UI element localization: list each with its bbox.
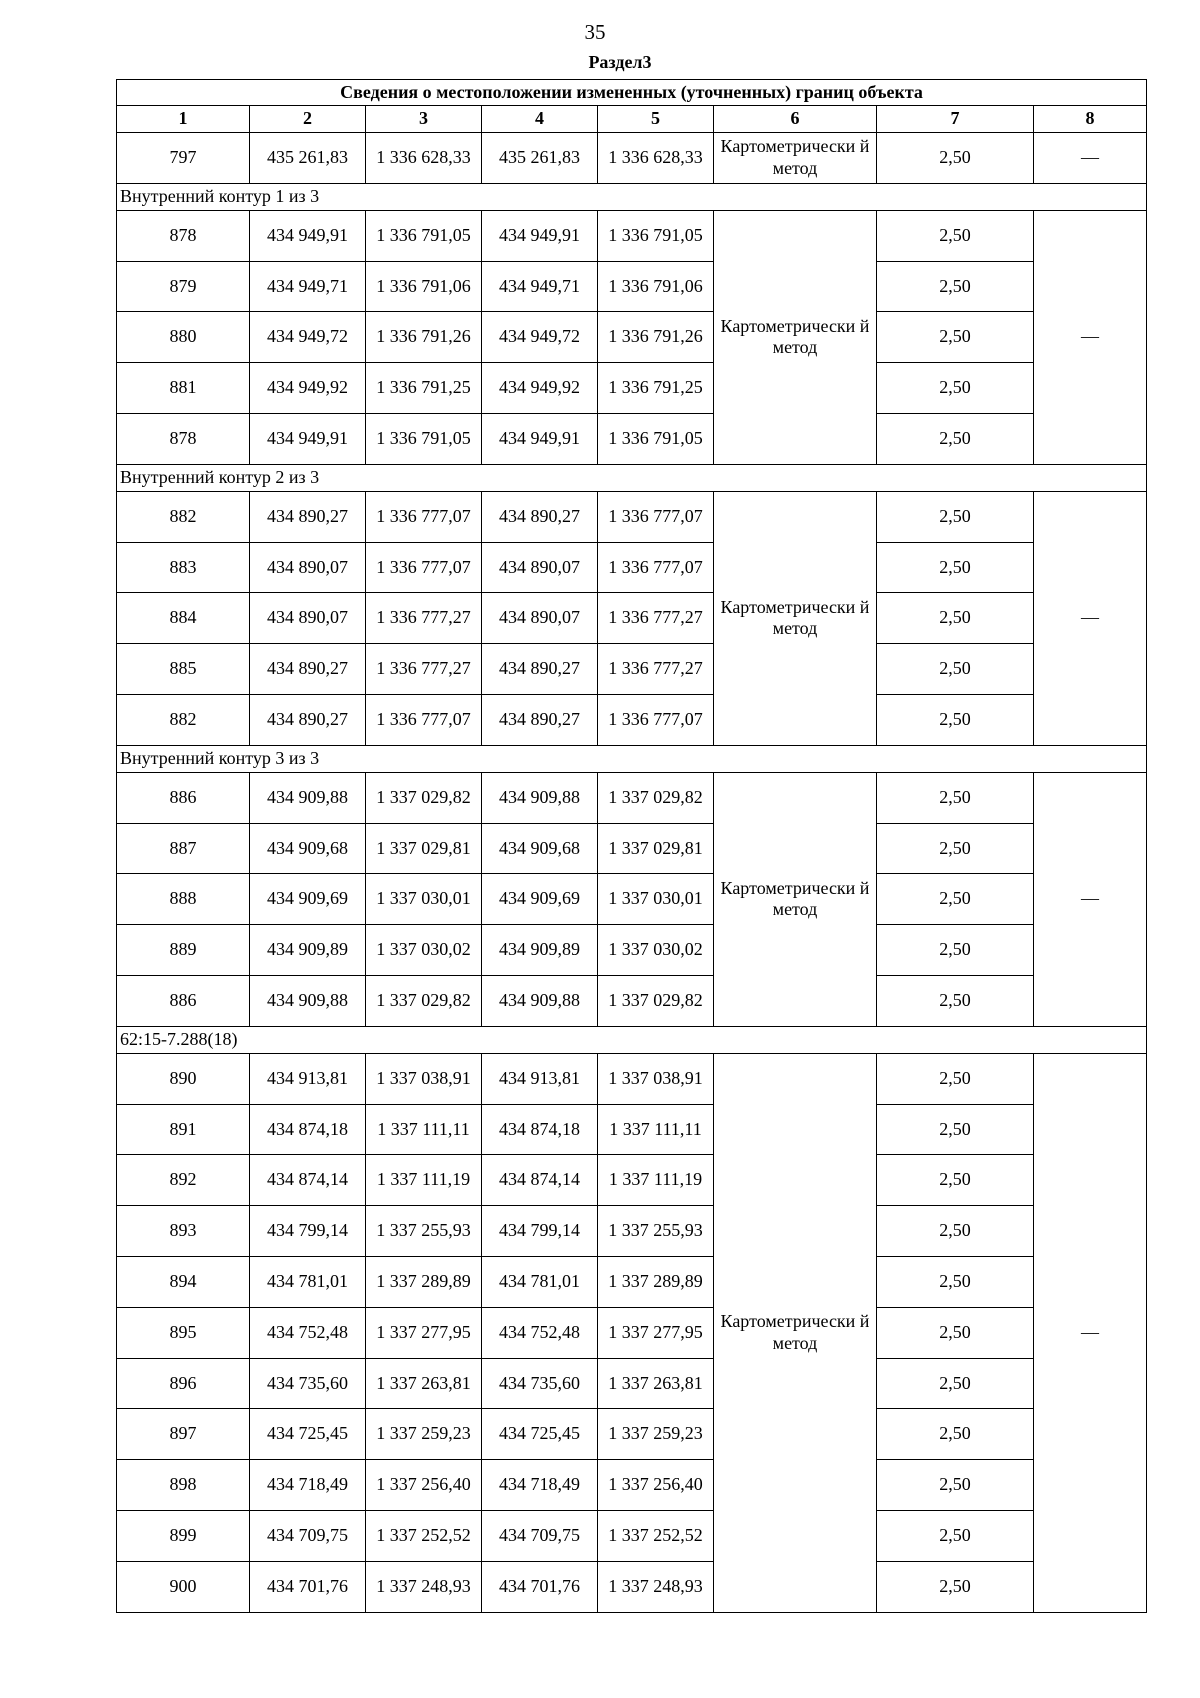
- table-row: [117, 694, 1147, 745]
- method-cell: Картометрически й метод: [714, 772, 877, 1026]
- accuracy-cell: 2,50: [877, 1206, 1034, 1257]
- column-number: 1: [117, 106, 250, 133]
- accuracy-cell: 2,50: [877, 925, 1034, 976]
- coordinate-cell: 1 336 791,26: [598, 312, 714, 363]
- accuracy-cell: 2,50: [877, 261, 1034, 312]
- coordinate-cell: 434 709,75: [250, 1510, 366, 1561]
- table-row: [117, 1206, 1147, 1257]
- coordinate-cell: 1 337 029,81: [366, 823, 482, 874]
- coordinate-cell: 1 337 248,93: [366, 1561, 482, 1612]
- coordinate-cell: 434 799,14: [482, 1206, 598, 1257]
- column-number: 3: [366, 106, 482, 133]
- accuracy-cell: 2,50: [877, 975, 1034, 1026]
- coordinate-cell: 434 752,48: [250, 1307, 366, 1358]
- coordinate-cell: 434 752,48: [482, 1307, 598, 1358]
- accuracy-cell: 2,50: [877, 874, 1034, 925]
- coordinate-cell: 1 337 255,93: [598, 1206, 714, 1257]
- coordinate-cell: 1 336 791,06: [598, 261, 714, 312]
- table-row: [117, 1256, 1147, 1307]
- point-number-cell: 879: [117, 261, 250, 312]
- coordinate-cell: 1 337 248,93: [598, 1561, 714, 1612]
- accuracy-cell: 2,50: [877, 1053, 1034, 1104]
- coordinate-cell: 434 909,68: [250, 823, 366, 874]
- dash-cell: —: [1034, 133, 1147, 184]
- coordinate-cell: 1 336 777,07: [366, 542, 482, 593]
- coordinate-cell: 1 337 289,89: [366, 1256, 482, 1307]
- point-number-cell: 882: [117, 694, 250, 745]
- accuracy-cell: 2,50: [877, 1510, 1034, 1561]
- table-row: [117, 1155, 1147, 1206]
- accuracy-cell: 2,50: [877, 1307, 1034, 1358]
- coordinate-cell: 1 337 030,01: [366, 874, 482, 925]
- coordinate-cell: 434 890,27: [250, 644, 366, 695]
- method-cell: Картометрически й метод: [714, 133, 877, 184]
- table-row: [117, 1104, 1147, 1155]
- coordinate-cell: 434 909,89: [482, 925, 598, 976]
- point-number-cell: 893: [117, 1206, 250, 1257]
- coordinate-cell: 434 909,69: [482, 874, 598, 925]
- coordinate-cell: 434 890,07: [482, 593, 598, 644]
- contour-label: Внутренний контур 3 из 3: [117, 745, 1147, 772]
- table-row: [117, 1561, 1147, 1612]
- coordinate-cell: 434 890,27: [482, 694, 598, 745]
- point-number-cell: 887: [117, 823, 250, 874]
- coordinate-cell: 435 261,83: [482, 133, 598, 184]
- point-number-cell: 897: [117, 1409, 250, 1460]
- accuracy-cell: 2,50: [877, 1256, 1034, 1307]
- column-number: 6: [714, 106, 877, 133]
- point-number-cell: 886: [117, 975, 250, 1026]
- coordinate-cell: 434 949,91: [250, 210, 366, 261]
- accuracy-cell: 2,50: [877, 1460, 1034, 1511]
- coordinate-cell: 434 909,88: [250, 975, 366, 1026]
- accuracy-cell: 2,50: [877, 644, 1034, 695]
- point-number-cell: 894: [117, 1256, 250, 1307]
- coordinate-cell: 434 909,88: [250, 772, 366, 823]
- table-caption: Сведения о местоположении измененных (уточненных) границ объекта: [117, 80, 1147, 106]
- coordinate-cell: 1 336 791,06: [366, 261, 482, 312]
- point-number-cell: 899: [117, 1510, 250, 1561]
- accuracy-cell: 2,50: [877, 1358, 1034, 1409]
- coordinate-cell: 434 949,71: [482, 261, 598, 312]
- coordinate-cell: 1 337 252,52: [366, 1510, 482, 1561]
- coordinate-cell: 434 909,89: [250, 925, 366, 976]
- coordinate-cell: 434 949,91: [250, 413, 366, 464]
- coordinate-cell: 1 337 259,23: [366, 1409, 482, 1460]
- contour-label-row: [117, 745, 1147, 772]
- coordinate-cell: 434 949,72: [250, 312, 366, 363]
- coordinate-cell: 434 701,76: [482, 1561, 598, 1612]
- coordinate-cell: 434 909,68: [482, 823, 598, 874]
- coordinate-cell: 1 336 791,05: [598, 413, 714, 464]
- accuracy-cell: 2,50: [877, 1409, 1034, 1460]
- coordinate-cell: 434 725,45: [482, 1409, 598, 1460]
- point-number-cell: 881: [117, 363, 250, 414]
- coordinate-cell: 434 890,07: [250, 593, 366, 644]
- coordinate-cell: 1 337 289,89: [598, 1256, 714, 1307]
- table-row: [117, 133, 1147, 184]
- contour-label-row: [117, 1026, 1147, 1053]
- accuracy-cell: 2,50: [877, 1104, 1034, 1155]
- dash-cell: —: [1034, 772, 1147, 1026]
- coordinate-cell: 434 909,69: [250, 874, 366, 925]
- table-caption-row: [117, 80, 1147, 106]
- point-number-cell: 888: [117, 874, 250, 925]
- coordinate-cell: 434 874,14: [250, 1155, 366, 1206]
- coordinate-cell: 1 336 777,27: [366, 593, 482, 644]
- contour-label: 62:15-7.288(18): [117, 1026, 1147, 1053]
- coordinate-cell: 1 336 628,33: [366, 133, 482, 184]
- coordinate-cell: 434 735,60: [482, 1358, 598, 1409]
- point-number-cell: 885: [117, 644, 250, 695]
- column-number: 4: [482, 106, 598, 133]
- point-number-cell: 889: [117, 925, 250, 976]
- coordinate-cell: 434 949,91: [482, 210, 598, 261]
- contour-label-row: [117, 464, 1147, 491]
- point-number-cell: 900: [117, 1561, 250, 1612]
- coordinate-cell: 1 336 791,25: [366, 363, 482, 414]
- coordinate-cell: 1 337 277,95: [366, 1307, 482, 1358]
- coordinate-cell: 434 701,76: [250, 1561, 366, 1612]
- point-number-cell: 892: [117, 1155, 250, 1206]
- accuracy-cell: 2,50: [877, 312, 1034, 363]
- accuracy-cell: 2,50: [877, 1155, 1034, 1206]
- column-number: 8: [1034, 106, 1147, 133]
- coordinate-cell: 434 709,75: [482, 1510, 598, 1561]
- table-row: [117, 823, 1147, 874]
- table-row: [117, 874, 1147, 925]
- coordinate-cell: 1 337 030,02: [598, 925, 714, 976]
- coordinate-cell: 1 336 791,25: [598, 363, 714, 414]
- coordinate-cell: 434 909,88: [482, 975, 598, 1026]
- coordinate-cell: 434 874,18: [250, 1104, 366, 1155]
- coordinate-cell: 1 337 029,82: [598, 772, 714, 823]
- coordinate-cell: 434 781,01: [482, 1256, 598, 1307]
- contour-label-row: [117, 183, 1147, 210]
- coordinate-cell: 1 336 777,07: [598, 542, 714, 593]
- table-row: [117, 1053, 1147, 1104]
- coordinate-cell: 1 336 628,33: [598, 133, 714, 184]
- coordinate-cell: 1 337 256,40: [366, 1460, 482, 1511]
- point-number-cell: 880: [117, 312, 250, 363]
- method-cell: Картометрически й метод: [714, 1053, 877, 1612]
- coordinate-cell: 1 337 029,82: [366, 772, 482, 823]
- coordinate-cell: 1 336 777,07: [598, 491, 714, 542]
- point-number-cell: 878: [117, 413, 250, 464]
- method-cell: Картометрически й метод: [714, 491, 877, 745]
- table-row: [117, 491, 1147, 542]
- coordinate-cell: 1 337 111,19: [366, 1155, 482, 1206]
- coordinate-cell: 1 337 029,82: [598, 975, 714, 1026]
- coordinate-cell: 434 874,18: [482, 1104, 598, 1155]
- coordinate-cell: 1 337 259,23: [598, 1409, 714, 1460]
- table-row: [117, 1358, 1147, 1409]
- coordinate-cell: 434 799,14: [250, 1206, 366, 1257]
- table-row: [117, 593, 1147, 644]
- coordinate-cell: 434 890,27: [250, 491, 366, 542]
- dash-cell: —: [1034, 210, 1147, 464]
- accuracy-cell: 2,50: [877, 694, 1034, 745]
- accuracy-cell: 2,50: [877, 133, 1034, 184]
- point-number-cell: 797: [117, 133, 250, 184]
- accuracy-cell: 2,50: [877, 772, 1034, 823]
- coordinate-cell: 434 718,49: [250, 1460, 366, 1511]
- coordinate-cell: 434 949,92: [250, 363, 366, 414]
- table-row: [117, 261, 1147, 312]
- accuracy-cell: 2,50: [877, 363, 1034, 414]
- coordinate-cell: 1 337 255,93: [366, 1206, 482, 1257]
- coordinate-cell: 434 913,81: [250, 1053, 366, 1104]
- point-number-cell: 878: [117, 210, 250, 261]
- dash-cell: —: [1034, 491, 1147, 745]
- table-row: [117, 925, 1147, 976]
- coordinate-cell: 434 890,27: [250, 694, 366, 745]
- point-number-cell: 890: [117, 1053, 250, 1104]
- coordinate-cell: 434 913,81: [482, 1053, 598, 1104]
- coordinate-cell: 1 337 029,82: [366, 975, 482, 1026]
- table-row: [117, 1307, 1147, 1358]
- coordinate-cell: 1 336 777,07: [366, 491, 482, 542]
- point-number-cell: 883: [117, 542, 250, 593]
- coordinate-cell: 434 949,72: [482, 312, 598, 363]
- coordinate-cell: 1 336 777,07: [366, 694, 482, 745]
- section-title: Раздел3: [588, 52, 652, 72]
- point-number-cell: 896: [117, 1358, 250, 1409]
- accuracy-cell: 2,50: [877, 593, 1034, 644]
- table-row: [117, 413, 1147, 464]
- coordinate-cell: 1 337 038,91: [366, 1053, 482, 1104]
- coordinate-cell: 1 337 263,81: [366, 1358, 482, 1409]
- table-row: [117, 772, 1147, 823]
- coordinate-cell: 1 336 791,05: [366, 413, 482, 464]
- table-row: [117, 644, 1147, 695]
- accuracy-cell: 2,50: [877, 413, 1034, 464]
- coordinate-cell: 434 874,14: [482, 1155, 598, 1206]
- point-number-cell: 891: [117, 1104, 250, 1155]
- coordinate-cell: 1 336 791,05: [366, 210, 482, 261]
- coordinate-cell: 434 949,91: [482, 413, 598, 464]
- method-cell: Картометрически й метод: [714, 210, 877, 464]
- coordinate-cell: 1 337 038,91: [598, 1053, 714, 1104]
- table-row: [117, 1510, 1147, 1561]
- coordinate-cell: 434 781,01: [250, 1256, 366, 1307]
- coordinate-cell: 434 949,92: [482, 363, 598, 414]
- coordinate-cell: 1 337 030,02: [366, 925, 482, 976]
- coordinate-cell: 434 735,60: [250, 1358, 366, 1409]
- page-number: 35: [584, 20, 606, 44]
- accuracy-cell: 2,50: [877, 542, 1034, 593]
- accuracy-cell: 2,50: [877, 823, 1034, 874]
- coordinate-cell: 1 337 111,19: [598, 1155, 714, 1206]
- coordinate-cell: 1 336 777,07: [598, 694, 714, 745]
- coordinate-cell: 1 337 263,81: [598, 1358, 714, 1409]
- column-number: 7: [877, 106, 1034, 133]
- contour-label: Внутренний контур 2 из 3: [117, 464, 1147, 491]
- point-number-cell: 886: [117, 772, 250, 823]
- column-number: 2: [250, 106, 366, 133]
- coordinate-cell: 1 337 256,40: [598, 1460, 714, 1511]
- coordinate-cell: 1 337 111,11: [366, 1104, 482, 1155]
- accuracy-cell: 2,50: [877, 491, 1034, 542]
- point-number-cell: 898: [117, 1460, 250, 1511]
- table-row: [117, 1460, 1147, 1511]
- coordinate-cell: 1 337 029,81: [598, 823, 714, 874]
- accuracy-cell: 2,50: [877, 210, 1034, 261]
- column-number: 5: [598, 106, 714, 133]
- dash-cell: —: [1034, 1053, 1147, 1612]
- table-row: [117, 542, 1147, 593]
- coordinate-cell: 1 337 030,01: [598, 874, 714, 925]
- coordinate-cell: 435 261,83: [250, 133, 366, 184]
- coordinate-cell: 434 890,27: [482, 644, 598, 695]
- coordinate-cell: 434 890,27: [482, 491, 598, 542]
- coordinate-cell: 1 336 777,27: [598, 593, 714, 644]
- column-number-row: [117, 106, 1147, 133]
- coordinate-cell: 434 949,71: [250, 261, 366, 312]
- table-row: [117, 1409, 1147, 1460]
- coordinate-cell: 1 337 277,95: [598, 1307, 714, 1358]
- point-number-cell: 895: [117, 1307, 250, 1358]
- coordinate-cell: 1 337 111,11: [598, 1104, 714, 1155]
- coordinate-cell: 1 337 252,52: [598, 1510, 714, 1561]
- point-number-cell: 884: [117, 593, 250, 644]
- boundary-table: [116, 79, 1147, 1613]
- table-row: [117, 975, 1147, 1026]
- point-number-cell: 882: [117, 491, 250, 542]
- coordinate-cell: 434 890,07: [482, 542, 598, 593]
- coordinate-cell: 434 725,45: [250, 1409, 366, 1460]
- coordinate-cell: 1 336 777,27: [366, 644, 482, 695]
- coordinate-cell: 1 336 791,05: [598, 210, 714, 261]
- coordinate-cell: 1 336 791,26: [366, 312, 482, 363]
- table-row: [117, 363, 1147, 414]
- table-row: [117, 210, 1147, 261]
- accuracy-cell: 2,50: [877, 1561, 1034, 1612]
- table-row: [117, 312, 1147, 363]
- coordinate-cell: 1 336 777,27: [598, 644, 714, 695]
- coordinate-cell: 434 909,88: [482, 772, 598, 823]
- contour-label: Внутренний контур 1 из 3: [117, 183, 1147, 210]
- coordinate-cell: 434 718,49: [482, 1460, 598, 1511]
- coordinate-cell: 434 890,07: [250, 542, 366, 593]
